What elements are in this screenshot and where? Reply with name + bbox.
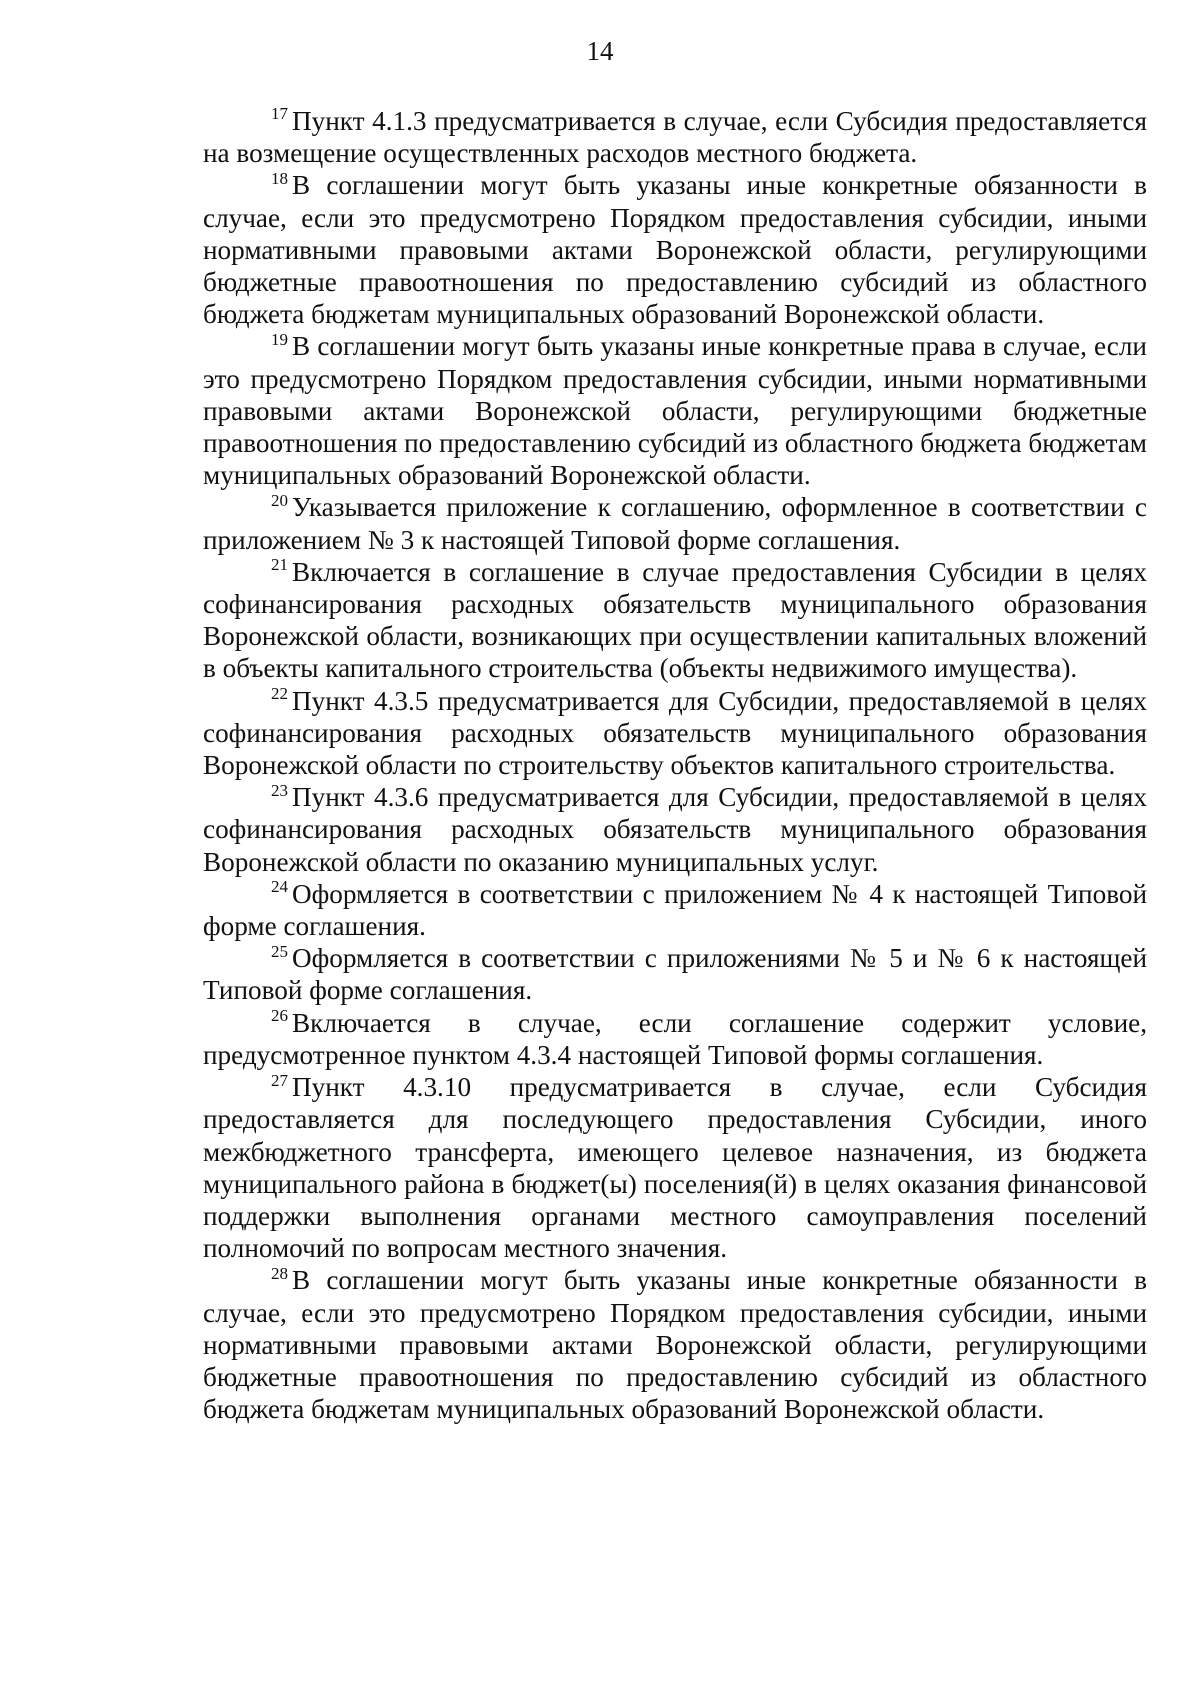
- footnote-number: 24: [271, 877, 288, 897]
- footnote-text: Пункт 4.3.10 предусматривается в случае, если Субсидия предоставляется для последующего предоставления Субсидии, иного межбюджетного трансферта, имеющего целевое назначения, из бюджета муниципального района в бюджет(ы) поселения(й) в целях оказания финансовой поддержки выполнения органами местного самоуправления поселений полномочий по вопросам местного значения.: [203, 1072, 1147, 1264]
- footnote-text: Пункт 4.1.3 предусматривается в случае, если Субсидия предоставляется на возмещение осуществленных расходов местного бюджета.: [203, 106, 1147, 169]
- footnote-text: Пункт 4.3.5 предусматривается для Субсидии, предоставляемой в целях софинансирования расходных обязательств муниципального образования Воронежской области по строительству объектов капитального строительства.: [203, 685, 1147, 781]
- footnote-number: 19: [271, 329, 288, 349]
- footnote-24: [203, 878, 1147, 942]
- footnote-text: Пункт 4.3.6 предусматривается для Субсидии, предоставляемой в целях софинансирования расходных обязательств муниципального образования Воронежской области по оказанию муниципальных услуг.: [203, 782, 1147, 877]
- footnote-21: [203, 556, 1147, 685]
- footnote-text: В соглашении могут быть указаны иные конкретные обязанности в случае, если это предусмотрено Порядком предоставления субсидии, иными нормативными правовыми актами Воронежской области, регулирующими бюджетные правоотношения по предоставлению субсидий из областного бюджета бюджетам муниципальных образований Воронежской области.: [203, 1265, 1147, 1425]
- footnote-27: [203, 1071, 1147, 1264]
- footnote-number: 21: [271, 555, 288, 575]
- footnote-text: В соглашении могут быть указаны иные конкретные права в случае, если это предусмотрено Порядком предоставления субсидии, иными нормативными правовыми актами Воронежской области, регулирующими бюджетные правоотношения по предоставлению субсидий из областного бюджета бюджетам муниципальных образований Воронежской области.: [203, 331, 1147, 491]
- footnote-18: [203, 169, 1147, 330]
- footnote-28: [203, 1264, 1147, 1425]
- footnote-number: 27: [271, 1070, 288, 1090]
- footnote-number: 22: [271, 684, 288, 704]
- footnote-number: 18: [271, 168, 288, 188]
- footnote-number: 25: [271, 941, 288, 961]
- footnote-number: 23: [271, 780, 288, 800]
- footnote-text: В соглашении могут быть указаны иные конкретные обязанности в случае, если это предусмотрено Порядком предоставления субсидии, иными нормативными правовыми актами Воронежской области, регулирующими бюджетные правоотношения по предоставлению субсидий из областного бюджета бюджетам муниципальных образований Воронежской области.: [203, 170, 1147, 330]
- footnote-23: [203, 781, 1147, 878]
- footnote-number: 28: [271, 1263, 288, 1283]
- footnote-26: [203, 1007, 1147, 1071]
- footnote-22: [203, 685, 1147, 782]
- footnote-19: [203, 330, 1147, 491]
- footnote-20: [203, 491, 1147, 555]
- footnote-25: [203, 942, 1147, 1006]
- footnotes-list: [203, 105, 1147, 1425]
- footnote-text: Включается в случае, если соглашение содержит условие, предусмотренное пунктом 4.3.4 настоящей Типовой формы соглашения.: [203, 1007, 1147, 1070]
- footnote-17: [203, 105, 1147, 169]
- page-number: 14: [586, 36, 614, 66]
- footnote-text: Включается в соглашение в случае предоставления Субсидии в целях софинансирования расходных обязательств муниципального образования Воронежской области, возникающих при осуществлении капитальных вложений в объекты капитального строительства (объекты недвижимого имущества).: [203, 556, 1147, 684]
- footnote-text: Указывается приложение к соглашению, оформленное в соответствии с приложением № 3 к настоящей Типовой форме соглашения.: [203, 492, 1147, 555]
- footnote-text: Оформляется в соответствии с приложением № 4 к настоящей Типовой форме соглашения.: [203, 878, 1147, 942]
- footnote-number: 26: [271, 1006, 288, 1026]
- footnote-number: 17: [271, 104, 288, 124]
- footnote-number: 20: [271, 490, 288, 510]
- footnote-text: Оформляется в соответствии с приложениями № 5 и № 6 к настоящей Типовой форме соглашения.: [203, 943, 1147, 1006]
